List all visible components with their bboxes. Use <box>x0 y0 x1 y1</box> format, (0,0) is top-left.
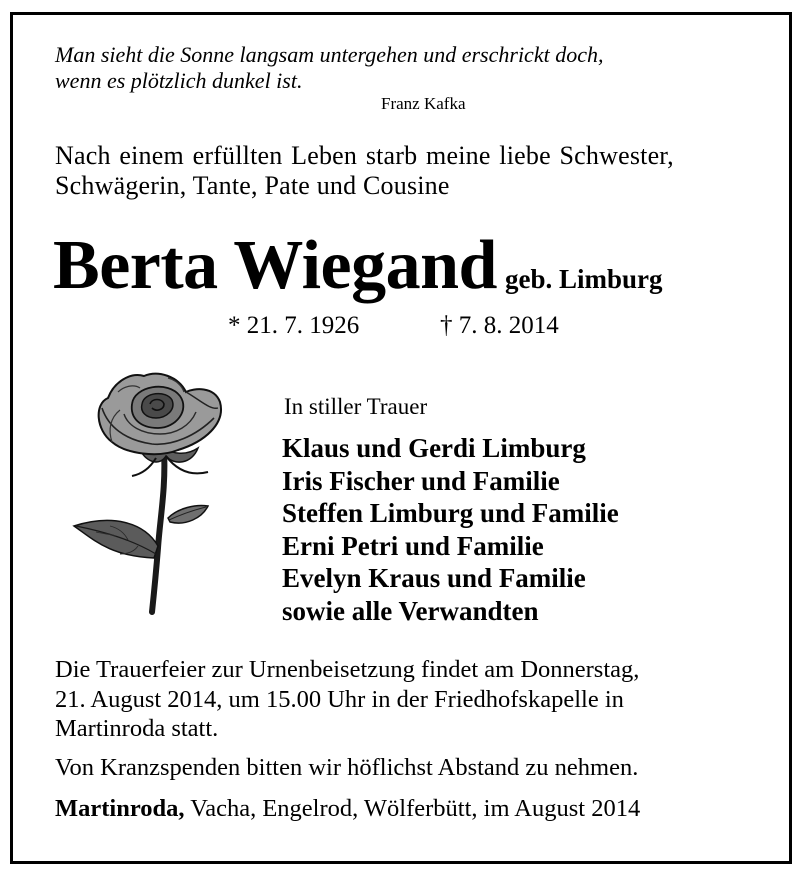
funeral-info-line-2: 21. August 2014, um 15.00 Uhr in der Friedhofskapelle in <box>55 686 624 713</box>
death-date: † 7. 8. 2014 <box>440 312 559 339</box>
deceased-name: Berta Wiegand <box>53 227 497 304</box>
mourner-name: Erni Petri und Familie <box>282 530 544 561</box>
mourner-name: Steffen Limburg und Familie <box>282 498 619 528</box>
quote-line-2: wenn es plötzlich dunkel ist. <box>55 68 303 93</box>
rose-icon <box>68 368 238 616</box>
birth-date: * 21. 7. 1926 <box>228 312 360 339</box>
mourner-name: Iris Fischer und Familie <box>282 465 560 496</box>
mourners-list <box>282 432 619 627</box>
mourning-heading: In stiller Trauer <box>284 394 428 419</box>
deceased-heading <box>53 226 663 324</box>
mourner-name: sowie alle Verwandten <box>282 595 539 626</box>
mourner-name: Evelyn Kraus und Familie <box>282 563 586 593</box>
funeral-info-line-1: Die Trauerfeier zur Urnenbeisetzung findet am Donnerstag, <box>55 656 640 683</box>
place-and-date <box>55 794 640 824</box>
place-rest: Vacha, Engelrod, Wölferbütt, im August 2014 <box>184 795 641 822</box>
intro-line-1: Nach einem erfüllten Leben starb meine liebe Schwester, <box>55 141 674 170</box>
maiden-name: geb. Limburg <box>505 264 663 294</box>
place-primary: Martinroda, <box>55 795 185 822</box>
quote-author: Franz Kafka <box>381 94 466 113</box>
quote-line-1: Man sieht die Sonne langsam untergehen und erschrickt doch, <box>55 42 604 67</box>
funeral-info-line-3: Martinroda statt. <box>55 715 219 742</box>
mourner-name: Klaus und Gerdi Limburg <box>282 433 586 463</box>
intro-line-2: Schwägerin, Tante, Pate und Cousine <box>55 171 450 200</box>
wreath-request: Von Kranzspenden bitten wir höflichst Abstand zu nehmen. <box>55 754 639 781</box>
